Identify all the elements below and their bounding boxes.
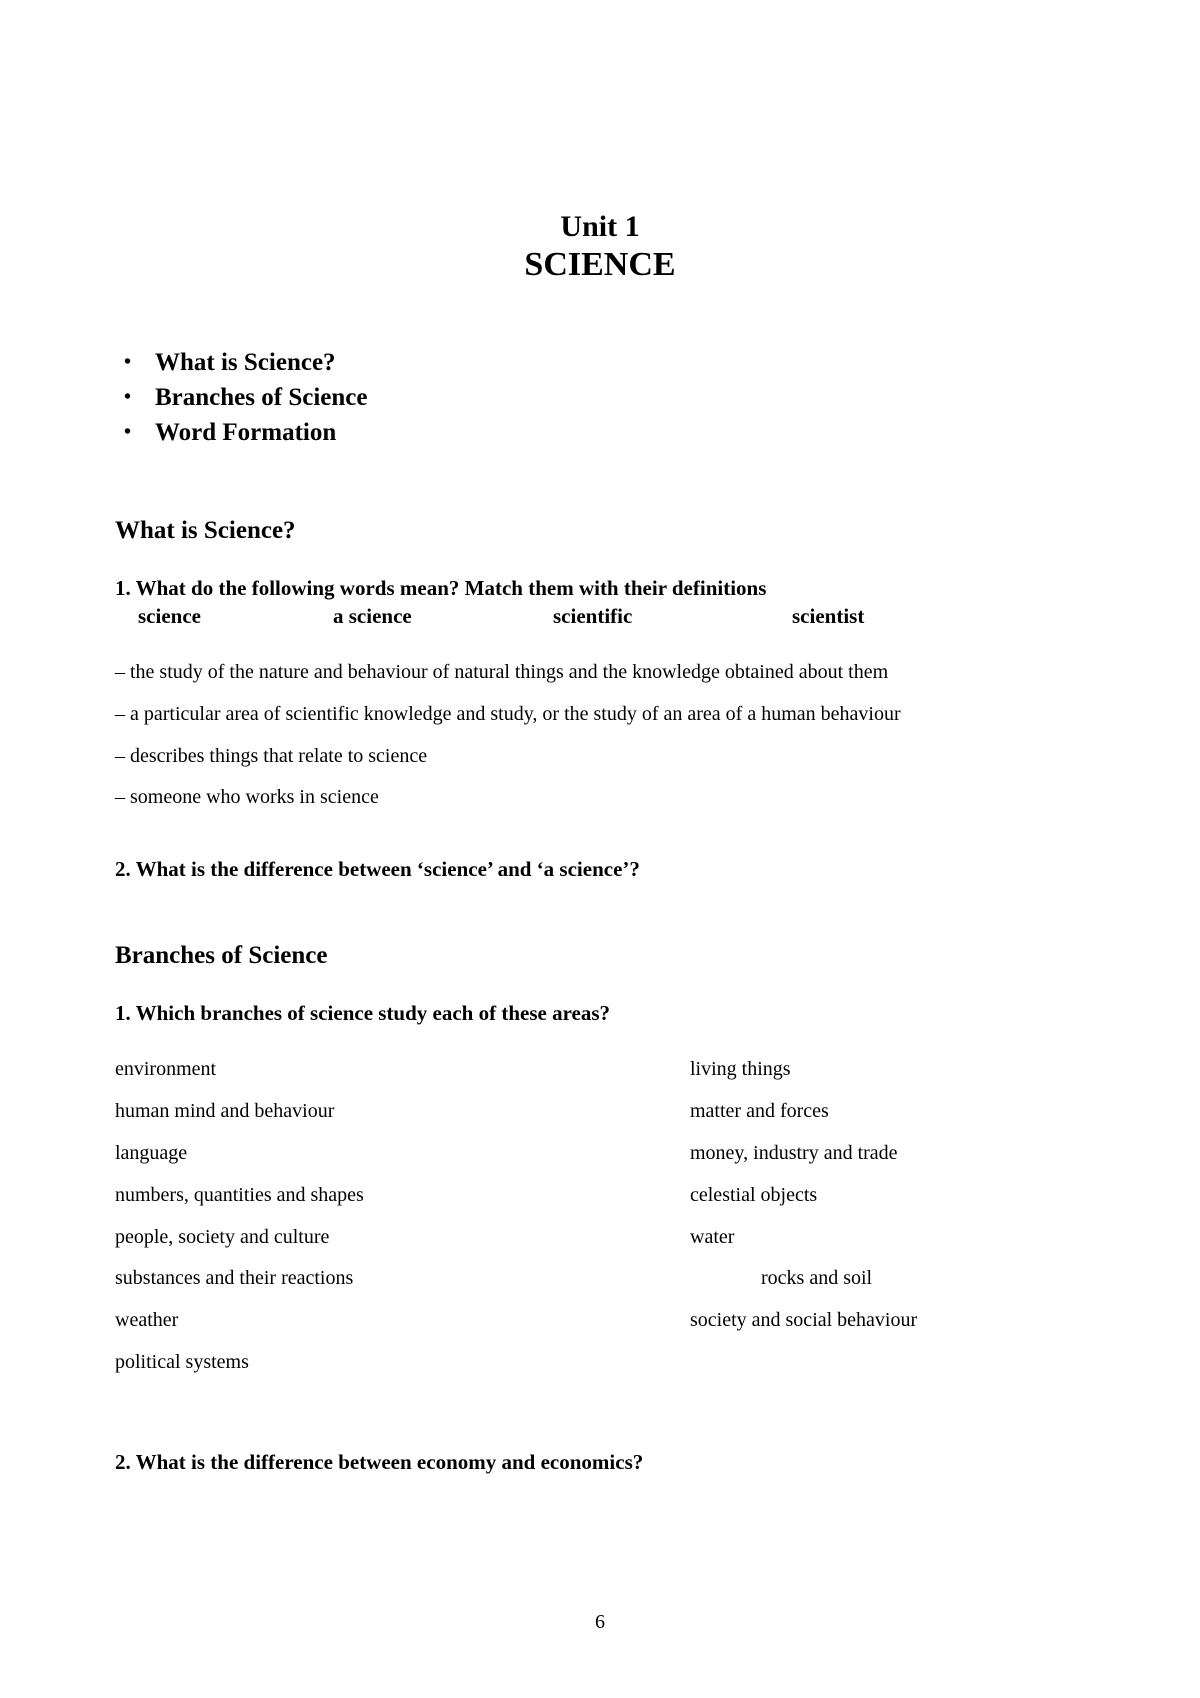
area-list-item: language [115, 1142, 188, 1164]
question-2-economy-difference: 2. What is the difference between economy and economics? [115, 1450, 644, 1474]
topic-label: What is Science? [155, 349, 336, 376]
definition-line: – a particular area of scientific knowledge and study, or the study of an area of a human behaviour [115, 703, 901, 725]
question-1-branches: 1. Which branches of science study each of these areas? [115, 1001, 611, 1025]
vocab-word-scientific: scientific [553, 604, 633, 628]
topic-label: Branches of Science [155, 384, 368, 411]
definition-line: – someone who works in science [115, 786, 379, 808]
area-list-item: numbers, quantities and shapes [115, 1184, 364, 1206]
area-list-item: environment [115, 1058, 217, 1080]
page-title: SCIENCE [524, 246, 676, 283]
topic-list-item [124, 415, 367, 450]
vocab-word-science: science [138, 604, 201, 628]
unit-label: Unit 1 [560, 210, 640, 243]
section-heading-branches-of-science: Branches of Science [115, 942, 328, 969]
area-list-item: substances and their reactions [115, 1267, 354, 1289]
area-list-item: water [690, 1226, 735, 1248]
area-list-item: matter and forces [690, 1100, 829, 1122]
area-list-item: celestial objects [690, 1184, 818, 1206]
question-2-science-difference: 2. What is the difference between ‘science’ and ‘a science’? [115, 857, 640, 881]
topic-list-item [124, 380, 367, 415]
topic-list-item [124, 345, 367, 380]
area-list-item: living things [690, 1058, 791, 1080]
topic-list [124, 345, 367, 450]
definition-line: – describes things that relate to science [115, 745, 428, 767]
bullet-icon: • [124, 386, 132, 408]
page-number: 6 [595, 1611, 605, 1633]
vocab-word-a-science: a science [333, 604, 412, 628]
section-heading-what-is-science: What is Science? [115, 517, 296, 544]
question-1-match-words: 1. What do the following words mean? Match them with their definitions [115, 576, 767, 600]
topic-label: Word Formation [155, 419, 337, 446]
area-list-item: people, society and culture [115, 1226, 330, 1248]
area-list-item: money, industry and trade [690, 1142, 898, 1164]
area-list-item: rocks and soil [761, 1267, 873, 1289]
definition-line: – the study of the nature and behaviour of natural things and the knowledge obtained about them [115, 661, 889, 683]
bullet-icon: • [124, 351, 132, 373]
area-list-item: weather [115, 1309, 179, 1331]
area-list-item: political systems [115, 1351, 249, 1373]
vocab-word-scientist: scientist [792, 604, 865, 628]
area-list-item: society and social behaviour [690, 1309, 918, 1331]
area-list-item: human mind and behaviour [115, 1100, 335, 1122]
bullet-icon: • [124, 421, 132, 443]
